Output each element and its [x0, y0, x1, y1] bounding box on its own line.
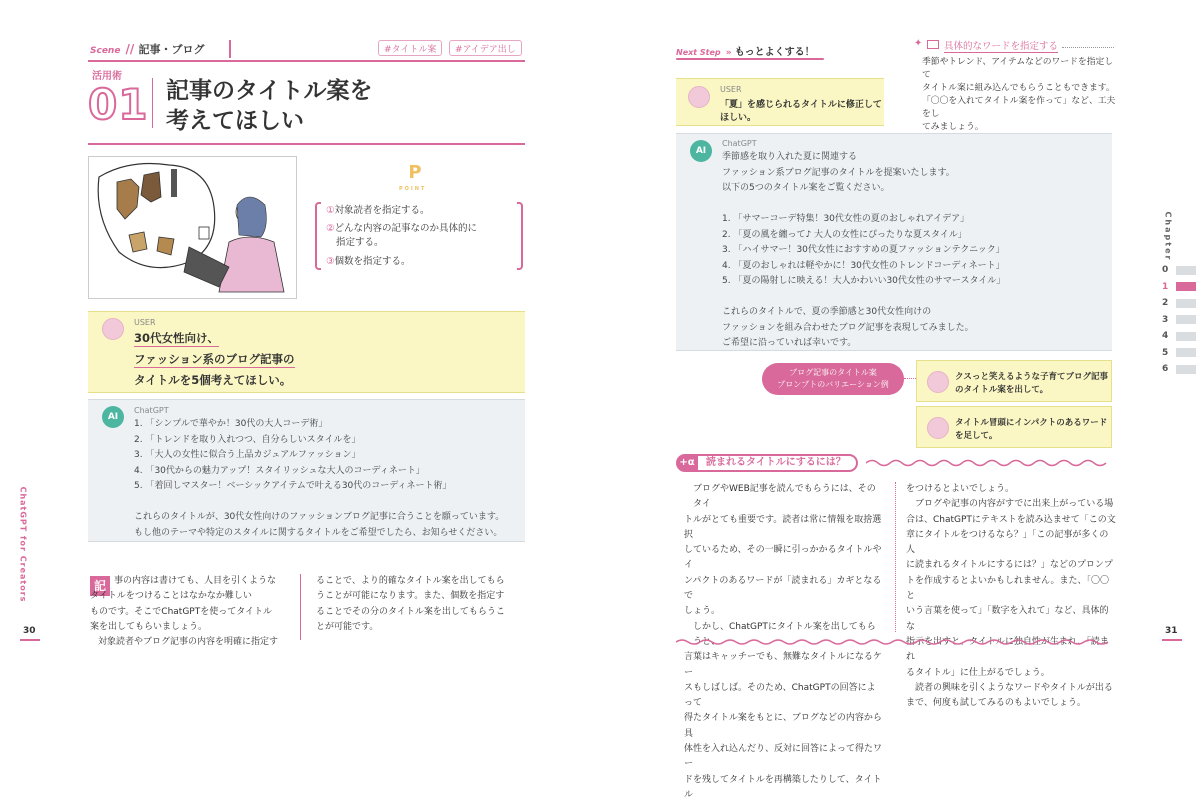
alpha-line: 読者の興味を引くようなワードやタイトルが出る: [915, 682, 1113, 693]
variation-pill-line1: ブログ記事のタイトル案: [789, 368, 877, 377]
user-avatar: [102, 318, 124, 340]
point-icon: P: [408, 162, 422, 183]
illustration-frame: [88, 156, 297, 299]
page-number-right: 31: [1165, 626, 1178, 636]
chapter-item-4[interactable]: 4: [1162, 328, 1200, 345]
user-line-2: ほしい。: [720, 113, 757, 123]
user-prompt-box: [88, 311, 525, 393]
alpha-line: ンパクトのあるワードが「読まれる」カギとなるで: [684, 575, 882, 602]
body-col-divider: [300, 574, 301, 640]
specific-dotted-line: [1062, 47, 1114, 48]
variation-connector: [904, 378, 916, 379]
chevron-right-icon: »: [725, 48, 735, 58]
next-step-label: Next Step: [676, 48, 721, 57]
ai-lines-2: [722, 150, 1107, 352]
page-number-underline-left: [20, 639, 40, 641]
page-number-left: 30: [23, 626, 36, 636]
user-prompt-box-2: [676, 78, 884, 126]
variation-2-line1: タイトル冒頭にインパクトのあるワード: [955, 418, 1108, 428]
ai-badge: AI: [690, 140, 712, 162]
next-step-underline: [676, 58, 824, 60]
katsuyo-label: 活用術: [92, 71, 122, 82]
alpha-col2: [906, 482, 1116, 711]
next-step-title: もっとよくする！: [734, 47, 815, 58]
alpha-line: まで、何度も試してみるのもよいでしょう。: [906, 698, 1086, 709]
user-line-1: 「夏」を感じられるタイトルに修正して: [720, 100, 882, 110]
ai-line: [722, 197, 1107, 213]
user-line-3: タイトルを5個考えてほしい。: [134, 373, 292, 387]
ai-badge: AI: [102, 406, 124, 428]
specific-line: 季節やトレンド、アイテムなどのワードを指定して: [922, 57, 1114, 80]
point-bracket-left: [315, 202, 321, 270]
specific-line: タイトル案に組み込んでもらうこともできます。: [922, 83, 1115, 93]
user-line-1: 30代女性向け、: [134, 331, 220, 345]
point-item-1: ①対象読者を指定する。: [326, 205, 430, 216]
body-col1: [90, 574, 290, 650]
alpha-badge: +α: [676, 454, 698, 472]
ai-line: 1. 「シンプルで華やか！30代の大人コーデ術」: [134, 419, 328, 429]
tag-idea-generation: #アイデア出し: [449, 40, 522, 56]
drop-cap: 記: [90, 576, 110, 596]
alpha-line: トルがとても重要です。読者は常に情報を取捨選択: [684, 514, 882, 540]
body-col2: [316, 574, 526, 635]
variation-pill: [762, 363, 904, 395]
body-line: 案を出してもらいましょう。: [90, 621, 208, 632]
specific-line: てみましょう。: [922, 122, 984, 132]
user-label: USER: [720, 85, 742, 94]
chapter-index: [1162, 262, 1200, 378]
mail-icon: [927, 40, 939, 49]
body-line: とが可能です。: [316, 621, 379, 632]
alpha-line: ブログや記事の内容がすでに出来上がっている場: [915, 499, 1114, 510]
ai-label: ChatGPT: [722, 139, 757, 148]
chapter-item-5[interactable]: 5: [1162, 345, 1200, 362]
chapter-item-0[interactable]: 0: [1162, 262, 1200, 279]
point-bracket-right: [517, 202, 523, 270]
alpha-line: をつけるとよいでしょう。: [906, 484, 1015, 494]
ai-line: 3. 「大人の女性に似合う上品カジュアルファッション」: [134, 450, 361, 460]
point-label: POINT: [399, 186, 427, 192]
fashion-blogger-illustration: [89, 157, 296, 298]
variation-card-2: [916, 406, 1112, 448]
alpha-line: 得たタイトル案をもとに、ブログなどの内容から具: [684, 713, 882, 739]
body-line: ものです。そこでChatGPTを使ってタイトル: [90, 606, 273, 617]
page-title-line2: 考えてほしい: [166, 108, 304, 134]
alpha-line: に読まれるタイトルにするには？」などのプロンプ: [906, 560, 1113, 571]
alpha-line: 章にタイトルをつけるなら？」「この記事が多くの人: [906, 529, 1109, 556]
ai-line: 4. 「30代からの魅力アップ！スタイリッシュな大人のコーディネート」: [134, 465, 425, 476]
user-line-2: ファッション系のブログ記事の: [134, 352, 295, 366]
alpha-line: しているため、その一瞬に引っかかるタイトルやイ: [684, 545, 882, 571]
variation-pill-line2: プロンプトのバリエーション例: [777, 380, 889, 389]
scene-title: 記事・ブログ: [138, 43, 205, 56]
chapter-item-6[interactable]: 6: [1162, 361, 1200, 378]
title-underline: [88, 143, 525, 145]
user-avatar: [927, 417, 949, 439]
ai-line: これらのタイトルで、夏の季節感と30代女性向けの: [722, 307, 932, 317]
ai-response-box-2: [676, 133, 1112, 351]
page-title-line1: 記事のタイトル案を: [166, 78, 373, 104]
chapter-item-1[interactable]: 1: [1162, 279, 1200, 296]
ai-line: ファッションを組み合わせたブログ記事を表現してみました。: [722, 322, 974, 333]
ai-line: 4. 「夏のおしゃれは軽やかに！30代女性のトレンドコーディネート」: [722, 260, 1005, 271]
wavy-divider-bottom: [676, 638, 1112, 646]
ai-line: [722, 290, 1107, 306]
specific-label: 具体的なワードを指定する: [944, 38, 1058, 53]
alpha-line: しょう。: [684, 606, 721, 617]
ai-response-box: [88, 399, 525, 542]
body-line: 対象読者やブログ記事の内容を明確に指定す: [98, 637, 279, 648]
specific-line: 「〇〇を入れてタイトル案を作って」など、工夫をし: [922, 96, 1116, 119]
alpha-line: ドを残してタイトルを再構築したりして、タイトル: [684, 774, 882, 800]
title-number: 01: [88, 80, 149, 129]
alpha-line: ブログやWEB記事を読んでもらうには、そのタイ: [693, 484, 876, 510]
tag-title-ideas: #タイトル案: [378, 40, 442, 56]
alpha-col-divider: [895, 482, 896, 632]
chapter-item-2[interactable]: 2: [1162, 295, 1200, 312]
scene-slash: //: [125, 42, 139, 56]
alpha-line: 合は、ChatGPTにテキストを読み込ませて「この文: [906, 514, 1116, 525]
chapter-label: Chapter: [1163, 211, 1173, 262]
alpha-line: トを作成するとよいかもしれません。また、「〇〇と: [906, 575, 1110, 602]
point-list: [326, 203, 516, 269]
ai-line: 3. 「ハイサマー！30代女性におすすめの夏ファッションテクニック」: [722, 245, 1005, 255]
point-item-3: ③個数を指定する。: [326, 256, 411, 267]
left-page: [0, 0, 600, 692]
chapter-item-3[interactable]: 3: [1162, 312, 1200, 329]
point-item-2-cont: 指定する。: [336, 237, 384, 248]
body-line: ることで、より的確なタイトル案を出してもら: [316, 576, 505, 586]
ai-lines: [134, 417, 519, 541]
alpha-line: るタイトル」に仕上がるでしょう。: [906, 667, 1050, 678]
body-line: うことが可能になります。また、個数を指定す: [316, 591, 505, 602]
wavy-divider-top: [866, 458, 1112, 468]
scene-label: Scene: [90, 46, 121, 56]
ai-line: これらのタイトルが、30代女性向けのファッションブログ記事に合うことを願っています。: [134, 512, 505, 522]
alpha-line: スもしばしば。そのため、ChatGPTの回答によって: [684, 682, 876, 709]
alpha-line: しかし、ChatGPTにタイトル案を出してもらうと、: [693, 621, 876, 647]
body-line: 事の内容は書けても、人目を引くような: [114, 576, 277, 586]
body-line: ることでその分のタイトル案を出してもらうこ: [316, 606, 505, 617]
user-label: USER: [134, 318, 156, 327]
ai-line: 2. 「トレンドを取り入れつつ、自分らしいスタイルを」: [134, 434, 361, 445]
variation-2-line2: を足して。: [955, 431, 998, 441]
variation-1-line1: クスっと笑えるような子育てブログ記事: [955, 372, 1109, 382]
title-divider: [152, 78, 153, 128]
ai-line: ご希望に沿っていれば幸いです。: [722, 338, 857, 348]
specific-text: [922, 56, 1117, 134]
point-item-2: ②どんな内容の記事なのか具体的に: [326, 223, 478, 234]
variation-1-line2: のタイトル案を出して。: [955, 385, 1049, 395]
right-page: [600, 0, 1200, 800]
sparkle-icon: ✦: [914, 38, 923, 49]
ai-line: 1. 「サマーコーデ特集！30代女性の夏のおしゃれアイデア」: [722, 214, 970, 224]
ai-line: 以下の5つのタイトル案をご覧ください。: [722, 183, 890, 193]
ai-label: ChatGPT: [134, 406, 169, 415]
ai-line: もし他のテーマや特定のスタイルに関するタイトルをご希望でしたら、お知らせください。: [134, 527, 503, 538]
ai-line: 季節感を取り入れた夏に関連する: [722, 152, 858, 162]
alpha-line: 体性を入れ込んだり、反対に回答によって得たワー: [684, 744, 883, 770]
page-number-underline-right: [1162, 639, 1182, 641]
header-underline: [88, 60, 525, 62]
scene-header: [90, 38, 204, 58]
alpha-line: いう言葉を使って」「数字を入れて」など、具体的な: [906, 606, 1109, 632]
body-line: タイトルをつけることはなかなか難しい: [90, 591, 252, 602]
ai-line: 5. 「夏の陽射しに映える！大人かわいい30代女性のサマースタイル」: [722, 276, 1006, 286]
ai-line: 2. 「夏の風を纏って♪ 大人の女性にぴったりな夏スタイル」: [722, 229, 967, 240]
side-label: ChatGPT for Creators: [18, 486, 28, 603]
ai-line: [134, 495, 519, 511]
alpha-title: 読まれるタイトルにするには？: [698, 454, 858, 472]
ai-line: ファッション系ブログ記事のタイトルを提案いたします。: [722, 167, 955, 178]
header-divider: [229, 40, 231, 58]
ai-line: 5. 「着回しマスター！ベーシックアイテムで叶える30代のコーディネート術」: [134, 481, 452, 491]
alpha-line: 指示を出すと、タイトルに独自性が生まれ、「読まれ: [906, 636, 1109, 663]
user-avatar: [688, 86, 710, 108]
variation-card-1: [916, 360, 1112, 402]
user-avatar: [927, 371, 949, 393]
alpha-line: 言葉はキャッチーでも、無難なタイトルになるケー: [684, 652, 882, 678]
